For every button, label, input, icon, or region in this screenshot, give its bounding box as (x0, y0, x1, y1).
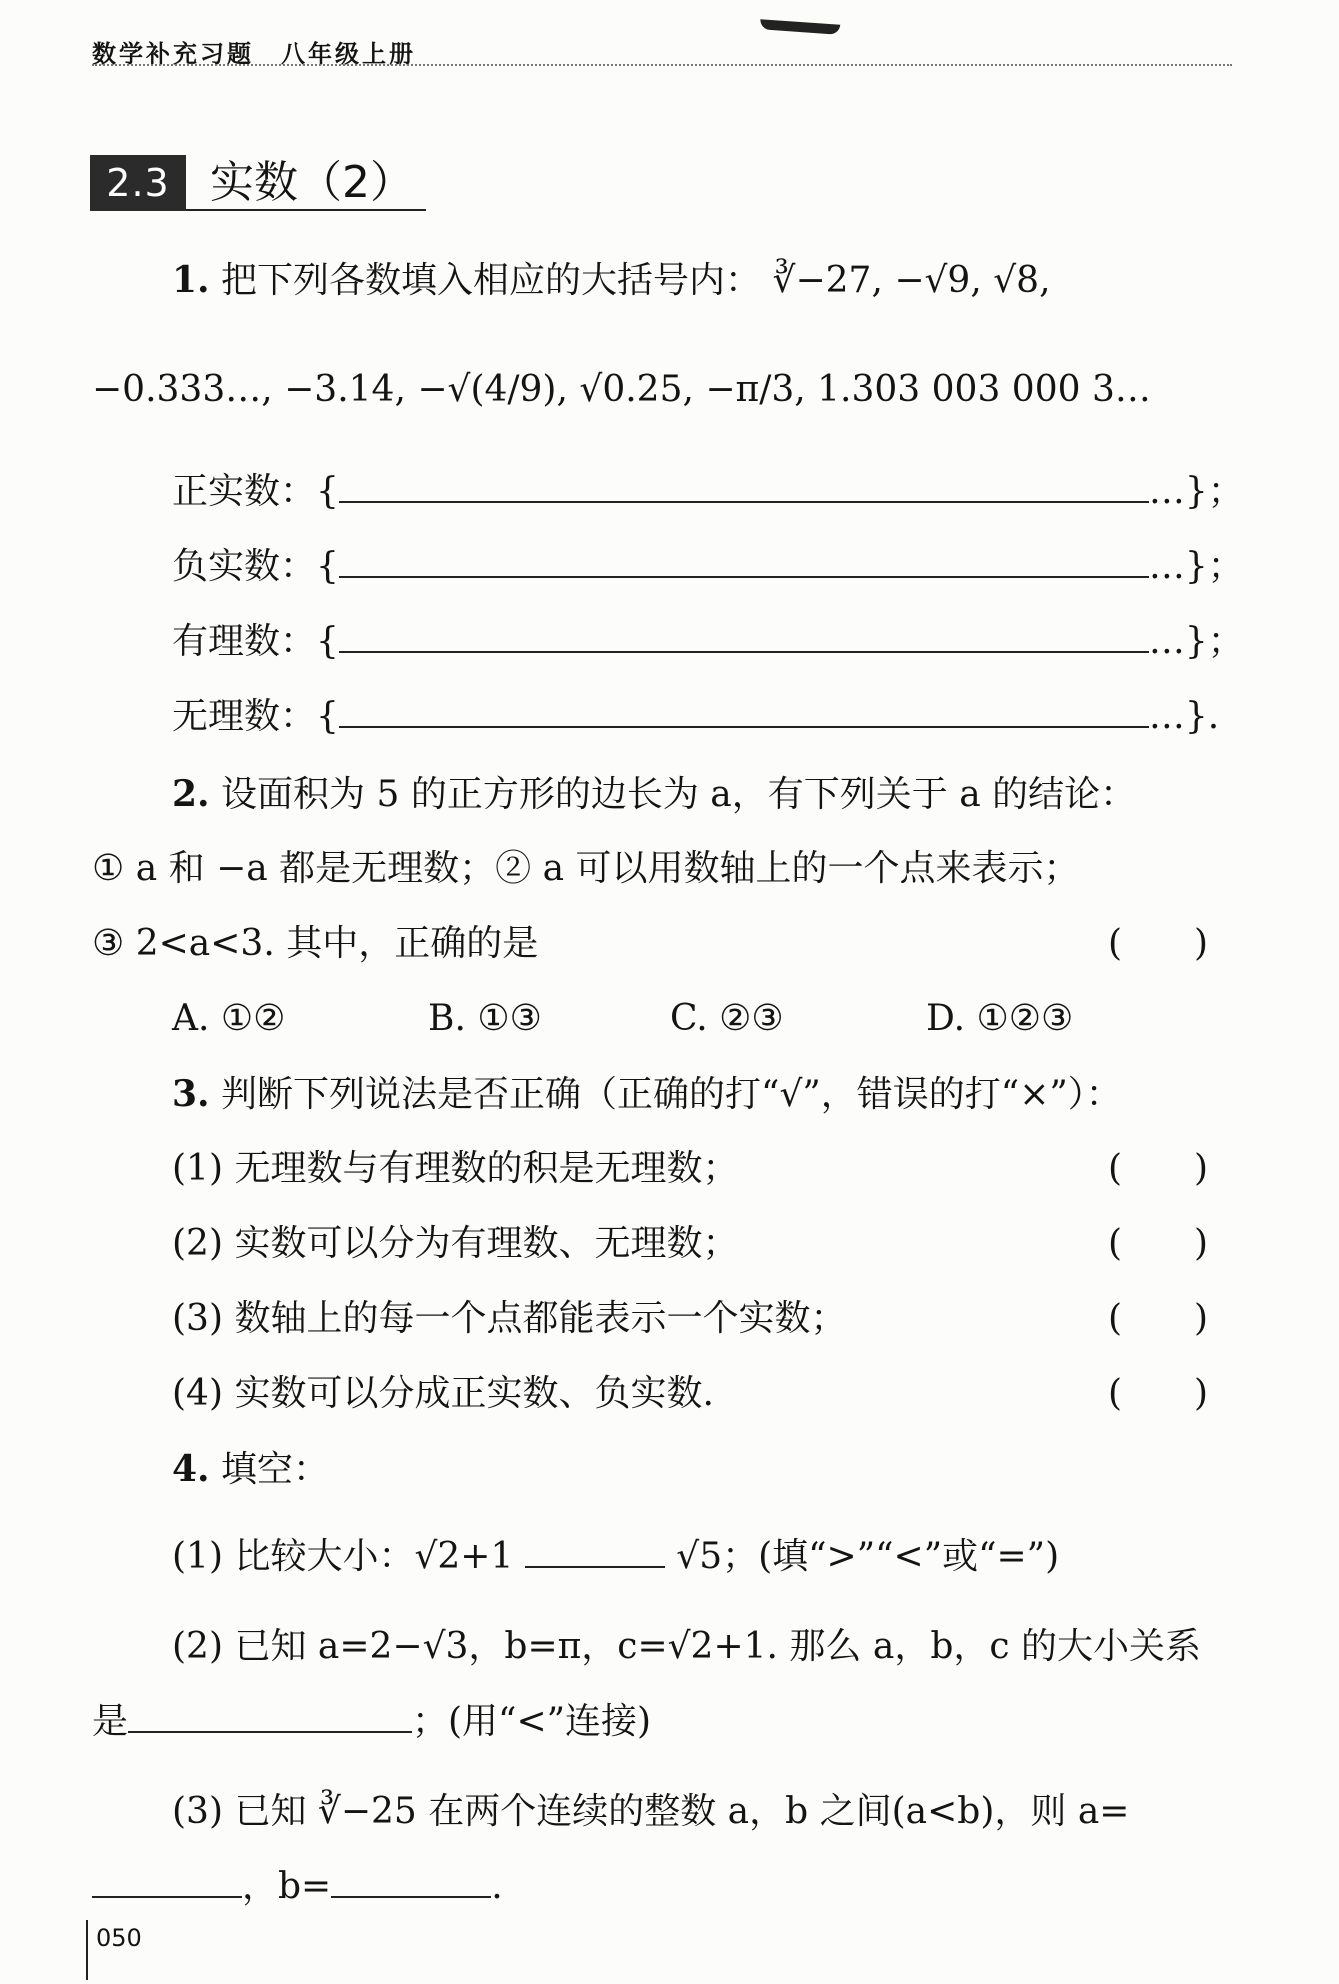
question-2-text: 设面积为 5 的正方形的边长为 a，有下列关于 a 的结论： (221, 774, 1137, 815)
category-end: …}. (1148, 696, 1220, 737)
section-title: 实数（2） (210, 157, 414, 208)
number-neg-0333: −0.333… (92, 369, 262, 410)
category-end: …}； (1148, 471, 1244, 512)
answer-paren-q2[interactable]: ( ) (1108, 923, 1209, 964)
category-rational (172, 620, 1244, 664)
question-2-number: 2. (172, 773, 210, 815)
question-3-prompt: 判断下列说法是否正确（正确的打“√”，错误的打“×”）： (221, 1074, 1122, 1115)
statement-1: (1) 无理数与有理数的积是无理数； (172, 1148, 739, 1189)
category-label: 有理数：{ (172, 621, 339, 662)
category-end: …}； (1148, 546, 1244, 587)
question-4-prompt: 填空： (221, 1449, 330, 1490)
question-4-part-3-line-1: (3) 已知 ∛−25 在两个连续的整数 a，b 之间(a<b)，则 a= (172, 1791, 1130, 1832)
option-c[interactable]: C. ②③ (670, 998, 784, 1039)
answer-blank-4-2[interactable] (128, 1731, 412, 1733)
category-label: 负实数：{ (172, 546, 339, 587)
answer-blank[interactable] (339, 576, 1149, 578)
section-title-underline (186, 209, 426, 211)
question-1-line-1: 1. 把下列各数填入相应的大括号内： ∛−27, −√9, √8, (172, 259, 1051, 301)
question-1-line-2: −0.333…, −3.14, −√(4/9), √0.25, −π/3, 1.303 003 000 3… (92, 369, 1151, 410)
number-1303: 1.303 003 000 3… (817, 369, 1151, 410)
option-b[interactable]: B. ①③ (428, 998, 542, 1039)
number-neg-sqrt9: −√9 (894, 260, 971, 301)
question-4-part-2-line-2 (92, 1700, 651, 1744)
number-sqrt-025: √0.25 (579, 369, 683, 410)
answer-paren-3-2[interactable]: ( ) (1108, 1223, 1209, 1264)
question-2-line-2: ① a 和 −a 都是无理数；② a 可以用数轴上的一个点来表示； (92, 848, 1080, 889)
question-4-part-3-line-2 (92, 1865, 503, 1909)
answer-blank[interactable] (339, 501, 1149, 503)
answer-blank-4-1[interactable] (525, 1566, 665, 1568)
number-neg-sqrt-4-9: −√(4/9) (417, 369, 557, 410)
answer-paren-3-3[interactable]: ( ) (1108, 1298, 1209, 1339)
part-2-text: 是 (92, 1701, 129, 1742)
decorative-brush-stroke (760, 19, 841, 35)
category-label: 正实数：{ (172, 471, 339, 512)
running-header: 数学补充习题 八年级上册 (92, 40, 416, 68)
question-4-part-1 (172, 1535, 1059, 1579)
category-negative-real (172, 545, 1244, 589)
part-3-text-mid: ，b= (242, 1866, 332, 1907)
statement-3: (3) 数轴上的每一个点都能表示一个实数； (172, 1298, 847, 1339)
question-2-line-3: ③ 2<a<3. 其中，正确的是 (92, 923, 539, 964)
question-4-line (172, 1447, 329, 1492)
question-1-prompt: 把下列各数填入相应的大括号内： (221, 260, 762, 301)
number-sqrt8: √8 (993, 260, 1040, 301)
number-neg-pi-3: −π/3 (705, 369, 795, 410)
statement-2: (2) 实数可以分为有理数、无理数； (172, 1223, 739, 1264)
answer-blank-4-3a[interactable] (92, 1896, 242, 1898)
statement-4: (4) 实数可以分成正实数、负实数. (172, 1373, 714, 1414)
category-irrational (172, 695, 1219, 739)
header-dotted-rule (92, 64, 1232, 66)
part-1-text: (1) 比较大小：√2+1 (172, 1536, 514, 1577)
question-1-number: 1. (172, 259, 210, 301)
question-2-line-1 (172, 772, 1136, 817)
number-cbrt-neg27: ∛−27 (772, 260, 872, 301)
page-number-bar (86, 1920, 88, 1980)
answer-blank[interactable] (339, 651, 1149, 653)
question-3-line (172, 1072, 1122, 1117)
option-d[interactable]: D. ①②③ (926, 998, 1074, 1039)
question-4-part-2-line-1: (2) 已知 a=2−√3，b=π，c=√2+1. 那么 a，b，c 的大小关系 (172, 1626, 1201, 1667)
answer-blank-4-3b[interactable] (331, 1896, 491, 1898)
part-3-text-end: . (491, 1866, 503, 1907)
question-3-number: 3. (172, 1073, 210, 1115)
section-number-badge: 2.3 (90, 155, 186, 211)
category-label: 无理数：{ (172, 696, 339, 737)
part-2-text-end: ；(用“<”连接) (412, 1701, 652, 1742)
category-end: …}； (1148, 621, 1244, 662)
answer-paren-3-4[interactable]: ( ) (1108, 1373, 1209, 1414)
answer-paren-3-1[interactable]: ( ) (1108, 1148, 1209, 1189)
category-positive-real (172, 470, 1244, 514)
part-1-text-end: √5；(填“>”“<”或“=”) (676, 1536, 1060, 1577)
question-4-number: 4. (172, 1448, 210, 1490)
page-number: 050 (96, 1924, 142, 1952)
answer-blank[interactable] (339, 726, 1149, 728)
option-a[interactable]: A. ①② (172, 998, 286, 1039)
number-neg-314: −3.14 (284, 369, 395, 410)
